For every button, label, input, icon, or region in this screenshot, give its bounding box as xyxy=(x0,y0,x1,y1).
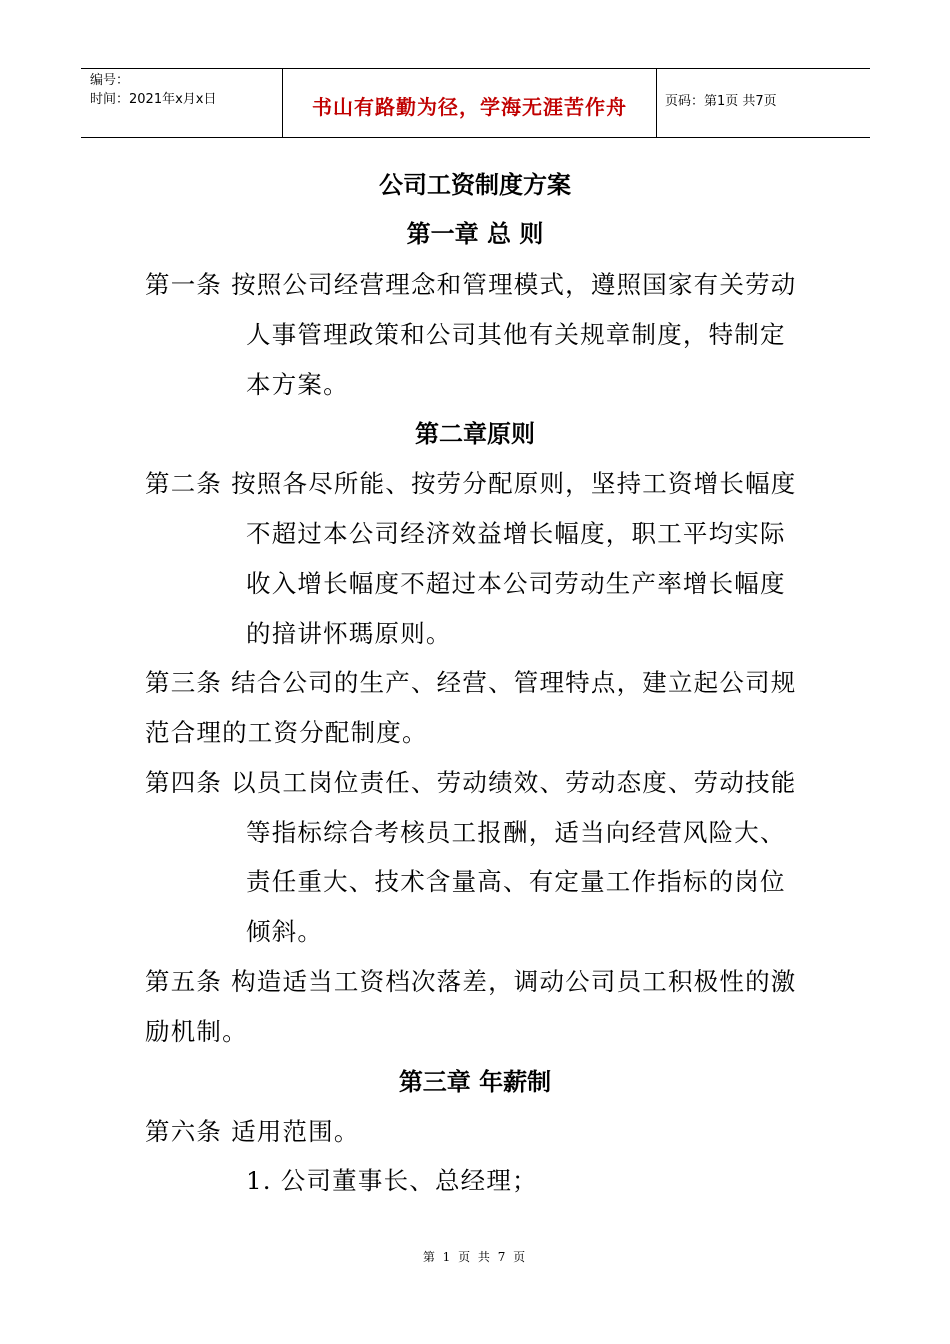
code-label: 编号： xyxy=(90,73,130,88)
article-line: 第一条 按照公司经营理念和管理模式，遵照国家有关劳动 xyxy=(145,270,797,299)
article-line: 倾斜。 xyxy=(246,917,324,946)
article-line: 等指标综合考核员工报酬，适当向经营风险大、 xyxy=(246,818,786,847)
article-line: 范合理的工资分配制度。 xyxy=(145,718,428,747)
page-header xyxy=(81,68,870,138)
list-item: 1. 公司董事长、总经理； xyxy=(246,1166,538,1195)
article-line: 责任重大、技术含量高、有定量工作指标的岗位 xyxy=(246,867,786,896)
motto-text: 书山有路勤为径，学海无涯苦作舟 xyxy=(312,95,627,119)
header-page-cell xyxy=(656,69,870,137)
article-line: 第三条 结合公司的生产、经营、管理特点，建立起公司规 xyxy=(145,668,797,697)
article-line: 本方案。 xyxy=(246,370,349,399)
time-label: 时间：2021年x月x日 xyxy=(90,92,217,107)
chapter-heading: 第二章原则 xyxy=(415,419,535,448)
document-title: 公司工资制度方案 xyxy=(379,170,571,199)
article-line: 人事管理政策和公司其他有关规章制度，特制定 xyxy=(246,320,786,349)
header-meta-cell xyxy=(81,69,282,137)
article-line: 不超过本公司经济效益增长幅度，职工平均实际 xyxy=(246,519,786,548)
page-footer: 第 1 页 共 7 页 xyxy=(422,1250,528,1264)
article-line: 的揞讲怀瑪原则。 xyxy=(246,619,452,648)
chapter-heading: 第三章 年薪制 xyxy=(398,1067,552,1096)
page-info: 页码：第1页 共7页 xyxy=(665,94,777,109)
article-line: 第二条 按照各尽所能、按劳分配原则，坚持工资增长幅度 xyxy=(145,469,797,498)
article-line: 第六条 适用范围。 xyxy=(145,1117,360,1146)
header-motto-cell xyxy=(282,69,657,137)
chapter-heading: 第一章 总 则 xyxy=(406,219,544,248)
article-line: 第五条 构造适当工资档次落差，调动公司员工积极性的激 xyxy=(145,967,797,996)
article-line: 第四条 以员工岗位责任、劳动绩效、劳动态度、劳动技能 xyxy=(145,768,797,797)
article-line: 励机制。 xyxy=(145,1017,248,1046)
article-line: 收入增长幅度不超过本公司劳动生产率增长幅度 xyxy=(246,569,786,598)
